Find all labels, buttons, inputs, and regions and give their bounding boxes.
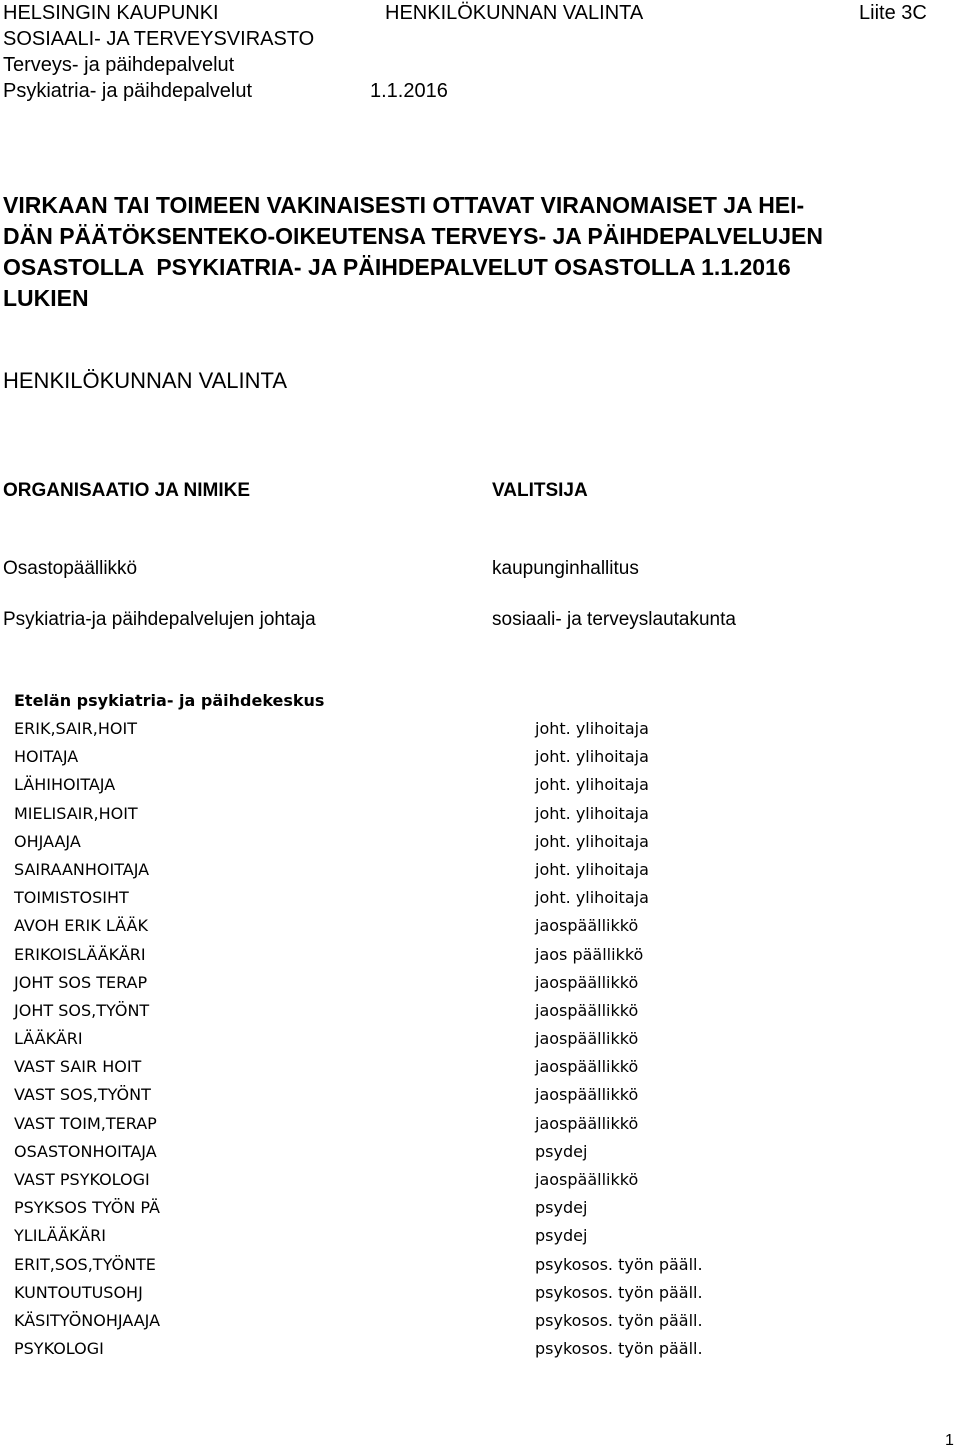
job-title-cell: OSASTONHOITAJA	[14, 1141, 157, 1161]
selector-cell: jaospäällikkö	[535, 1113, 639, 1133]
job-title-cell: YLILÄÄKÄRI	[14, 1226, 107, 1246]
title-line: OSASTOLLA PSYKIATRIA- JA PÄIHDEPALVELUT OSASTOLLA 1.1.2016	[3, 254, 791, 280]
selector-cell: psykosos. työn pääll.	[535, 1310, 703, 1330]
header-subservice: Psykiatria- ja päihdepalvelut	[3, 80, 253, 102]
selector-cell: jaos päällikkö	[535, 944, 644, 964]
job-title-cell: PSYKOLOGI	[14, 1339, 104, 1359]
job-title-cell: AVOH ERIK LÄÄK	[14, 916, 148, 936]
selector-cell: joht. ylihoitaja	[535, 859, 649, 879]
page-title	[3, 190, 823, 314]
job-title-cell: OHJAAJA	[14, 831, 81, 851]
job-title-cell: ERIK,SAIR,HOIT	[14, 719, 137, 738]
selector-cell: joht. ylihoitaja	[535, 775, 649, 795]
section-heading: HENKILÖKUNNAN VALINTA	[3, 368, 288, 393]
selector-cell: jaospäällikkö	[535, 972, 639, 992]
job-title-cell: KÄSITYÖNOHJAAJA	[14, 1310, 161, 1330]
top-row-title: Psykiatria-ja päihdepalvelujen johtaja	[3, 609, 316, 630]
job-title-cell: VAST SOS,TYÖNT	[14, 1085, 151, 1105]
top-row-title: Osastopäällikkö	[3, 558, 138, 579]
selector-cell: joht. ylihoitaja	[535, 888, 649, 908]
job-title-column	[14, 715, 160, 1363]
job-title-cell: VAST TOIM,TERAP	[14, 1113, 157, 1133]
selector-cell: jaospäällikkö	[535, 1085, 639, 1105]
unit-name: Etelän psykiatria- ja päihdekeskus	[14, 691, 325, 710]
job-title-cell: ERIKOISLÄÄKÄRI	[14, 944, 146, 964]
column-header-organization: ORGANISAATIO JA NIMIKE	[3, 480, 251, 501]
selector-cell: joht. ylihoitaja	[535, 831, 649, 851]
job-title-cell: JOHT SOS TERAP	[14, 972, 148, 992]
job-title-cell: KUNTOUTUSOHJ	[14, 1282, 143, 1302]
title-line: VIRKAAN TAI TOIMEEN VAKINAISESTI OTTAVAT VIRANOMAISET JA HEI-	[3, 192, 805, 218]
top-row-selector: sosiaali- ja terveyslautakunta	[492, 609, 736, 630]
selector-cell: psykosos. työn pääll.	[535, 1339, 703, 1359]
header-city: HELSINGIN KAUPUNKI	[3, 2, 219, 24]
header-document-title: HENKILÖKUNNAN VALINTA	[385, 2, 644, 24]
column-header-selector: VALITSIJA	[492, 480, 588, 501]
selector-cell: psydej	[535, 1226, 588, 1246]
selector-cell: jaospäällikkö	[535, 1000, 639, 1020]
selector-column	[535, 715, 703, 1363]
job-title-cell: LÄÄKÄRI	[14, 1029, 83, 1049]
header-department: SOSIAALI- JA TERVEYSVIRASTO	[3, 28, 315, 50]
job-title-cell: JOHT SOS,TYÖNT	[14, 1000, 150, 1020]
selector-cell: jaospäällikkö	[535, 1170, 639, 1189]
job-title-cell: MIELISAIR,HOIT	[14, 803, 138, 823]
job-title-cell: VAST PSYKOLOGI	[14, 1170, 150, 1189]
job-title-cell: TOIMISTOSIHT	[14, 888, 129, 908]
selector-cell: psykosos. työn pääll.	[535, 1282, 703, 1302]
selector-cell: jaospäällikkö	[535, 1057, 639, 1077]
page-number: 1	[945, 1432, 954, 1449]
job-title-cell: PSYKSOS TYÖN PÄ	[14, 1198, 160, 1218]
job-title-cell: VAST SAIR HOIT	[14, 1057, 142, 1077]
title-line: DÄN PÄÄTÖKSENTEKO-OIKEUTENSA TERVEYS- JA PÄIHDEPALVELUJEN	[3, 223, 824, 249]
header-date: 1.1.2016	[370, 80, 448, 102]
selector-cell: psydej	[535, 1141, 588, 1161]
selector-cell: joht. ylihoitaja	[535, 747, 649, 767]
job-title-cell: HOITAJA	[14, 747, 79, 767]
selector-cell: jaospäällikkö	[535, 916, 639, 936]
header-service: Terveys- ja päihdepalvelut	[3, 54, 235, 76]
top-row-selector: kaupunginhallitus	[492, 558, 639, 579]
header-attachment-label: Liite 3C	[859, 2, 927, 24]
selector-cell: psydej	[535, 1198, 588, 1218]
header-org-block	[3, 0, 314, 104]
selector-cell: jaospäällikkö	[535, 1029, 639, 1049]
job-title-cell: ERIT,SOS,TYÖNTE	[14, 1254, 156, 1274]
selector-cell: psykosos. työn pääll.	[535, 1254, 703, 1274]
job-title-cell: LÄHIHOITAJA	[14, 775, 116, 795]
title-line: LUKIEN	[3, 285, 89, 311]
selector-cell: joht. ylihoitaja	[535, 803, 649, 823]
job-title-cell: SAIRAANHOITAJA	[14, 859, 150, 879]
selector-cell: joht. ylihoitaja	[535, 719, 649, 738]
